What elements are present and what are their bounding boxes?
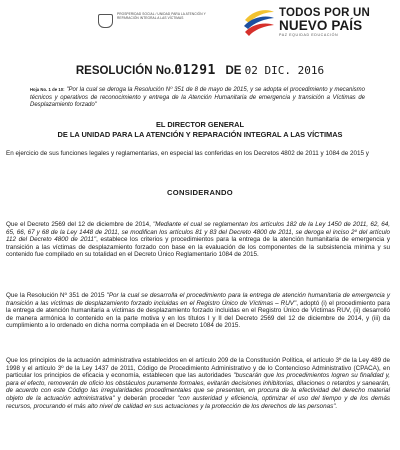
considerando-heading: CONSIDERANDO	[166, 188, 234, 197]
paragraph-resolucion-351	[6, 292, 390, 330]
logo-slogan-line2: NUEVO PAÍS	[279, 18, 363, 33]
resolution-date: 02 DIC. 2016	[244, 64, 325, 77]
paragraph-decreto-2569	[6, 221, 390, 259]
logo-slogan-line1: TODOS POR UN	[279, 7, 371, 19]
coat-of-arms-icon	[98, 14, 113, 28]
ministry-header-text: PROSPERIDAD SOCIAL / UNIDAD PARA LA ATENCIÓN Y REPARACIÓN INTEGRAL A LAS VÍCTIMAS	[117, 12, 206, 20]
para2-text-c: , adoptó (i) el procedimiento para la entrega de atención humanitaria a víctimas de desplazamiento forzado incluidas en el Registro Único de Víctimas RUV, (ii) desarrolló de manera armónica lo contenido en la parte motiva y en los títulos I y II del Decreto 2569 del 12 de diciembre de 2014, y (iii) da cumplimiento a lo ordenado en dicha norma compilada en el Decreto 1084 de 2015.	[6, 299, 391, 330]
para1-text-c: , establece los criterios y procedimientos para la entrega de la atención humanitaria de emergencia y transición a las víctimas de desplazamiento forzado con base en la evaluación de los componentes de la subsistencia mínima y su contenido fue compilado en su totalidad en el Decreto Único Reglamentario 1084 de 2015.	[6, 236, 390, 259]
intro-paragraph: En ejercicio de sus funciones legales y reglamentarias, en especial las conferidas en los Decretos 4802 de 2011 y 1084 de 2015 y	[6, 150, 369, 157]
para3-quote-2: "con austeridad y eficiencia, optimizar el uso del tiempo y de los demás recursos, procurando el más alto nivel de calidad en sus actuaciones y la protección de los derechos de las personas".	[6, 394, 390, 410]
para2-text-a: Que la Resolución Nº 351 de 2015	[6, 292, 107, 299]
resolution-de: DE	[225, 65, 242, 77]
para1-quote: "Mediante el cual se reglamentan los artículos 182 de la Ley 1450 de 2011, 62, 64, 65, 66, 67 y 68 de la Ley 1448 de 2011, se modifican los artículos 81 y 83 del Decreto 4800 de 2011, se deroga el inciso 2º del artículo 112 del Decreto 4800 de 2011"	[6, 221, 390, 244]
director-line1: EL DIRECTOR GENERAL	[155, 120, 244, 129]
page-reference	[30, 86, 365, 110]
para2-quote: "Por la cual se desarrolla el procedimiento para la entrega de atención humanitaria de emergencia y transición a las víctimas de desplazamiento forzado incluidas en el Registro Único de Víctimas – RUV"	[6, 292, 390, 307]
para3-quote-1: "buscarán que los procedimientos logren su finalidad y, para el efecto, removerán de oficio los obstáculos puramente formales, evitarán decisiones inhibitorias, dilaciones o retardos y sanearán, de acuerdo con este Código las irregularidades procedimentales que se presenten, en procura de la efectividad del derecho material objeto de la actuación administrativa"	[6, 372, 391, 402]
resolution-number: 01291	[174, 63, 216, 78]
government-logo	[243, 6, 373, 40]
resolution-title	[0, 63, 400, 78]
director-line2: DE LA UNIDAD PARA LA ATENCIÓN Y REPARACIÓN INTEGRAL A LAS VÍCTIMAS	[57, 129, 343, 139]
resolution-label: RESOLUCIÓN No.	[75, 65, 175, 77]
paragraph-principios	[6, 357, 390, 410]
page-reference-text: "Por la cual se deroga la Resolución Nº 351 de 8 de mayo de 2015, y se adopta el procedimiento y mecanismo técnicos y operativos de reconocimiento y entrega de la Atención Humanitaria de emergencia y transición a Víctimas de Desplazamiento forzado"	[30, 87, 366, 109]
logo-wing-icon	[243, 8, 275, 38]
page-number-label: Hoja No. 1 de 10:	[30, 87, 65, 92]
para1-text-a: Que el Decreto 2569 del 12 de diciembre de 2014,	[6, 221, 154, 228]
logo-subtitle: PAZ EQUIDAD EDUCACIÓN	[279, 33, 339, 37]
para3-text-c: y deberán proceder	[114, 394, 178, 402]
director-heading	[0, 120, 400, 139]
para3-text-a: Que los principios de la actuación administrativa establecidos en el artículo 209 de la Constitución Política, el artículo 3º de la Ley 489 de 1998 y el artículo 3º de la Ley 1437 de 2011, Código de Procedimiento Administrativo y de lo Contencioso Administrativo (CPACA), en particular los principios de eficacia y economía, establecen que las autoridades	[6, 357, 390, 380]
